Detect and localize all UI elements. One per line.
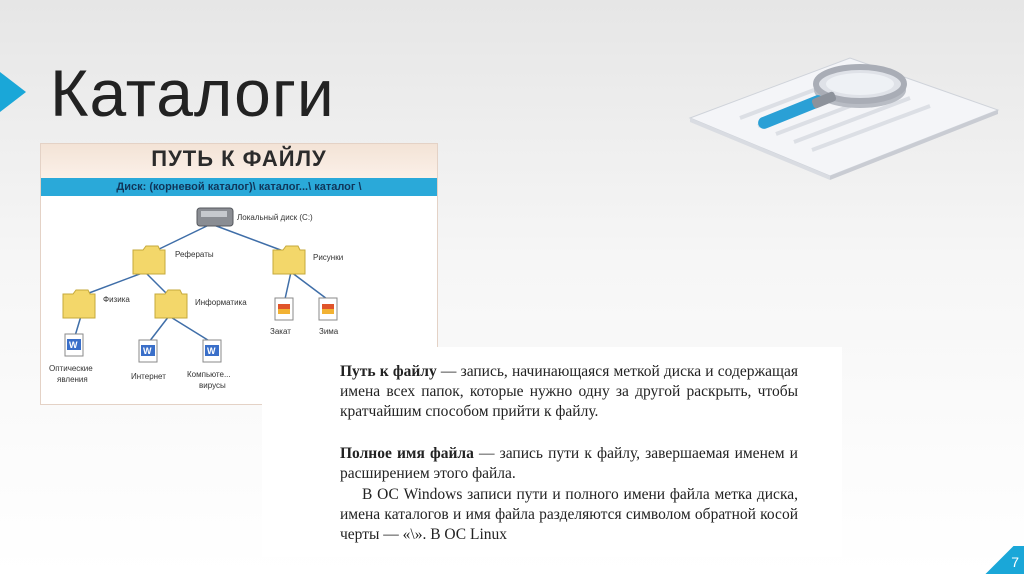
node-internet: Интернет: [131, 372, 166, 381]
image-file-icon: [275, 298, 293, 320]
document-file-icon: [139, 340, 157, 362]
svg-text:W: W: [69, 340, 78, 350]
node-zima: Зима: [319, 327, 339, 336]
paragraph-path-definition: [340, 362, 798, 423]
disk-icon: [197, 208, 233, 226]
svg-text:W: W: [207, 346, 216, 356]
node-opticheskie-line2: явления: [57, 375, 88, 384]
magnifier-document-illustration: [680, 40, 1000, 180]
path-template-bar: Диск: (корневой каталог)\ каталог...\ каталог \: [41, 178, 437, 196]
node-kompyuternye-line2: вирусы: [199, 381, 226, 390]
node-opticheskie-line1: Оптические: [49, 364, 93, 373]
paragraph-path-text: — запись, начинающаяся меткой диска и содержащая имена всех папок, которые нужно одну за другой раскрыть, чтобы кратчайшим способом прийти к файлу.: [340, 363, 799, 421]
document-file-icon: [203, 340, 221, 362]
diagram-heading: ПУТЬ К ФАЙЛУ: [151, 146, 327, 171]
svg-text:W: W: [143, 346, 152, 356]
folder-icon: [133, 246, 165, 274]
node-zakat: Закат: [270, 327, 291, 336]
node-informatika: Информатика: [195, 298, 247, 307]
title-marker: [0, 72, 26, 112]
slide-title: Каталоги: [50, 56, 335, 130]
image-file-icon: [319, 298, 337, 320]
folder-icon: [273, 246, 305, 274]
node-disk: Локальный диск (C:): [237, 213, 313, 222]
page-number-badge: [980, 546, 1024, 574]
folder-icon: [63, 290, 95, 318]
paragraph-fullname-definition: [340, 444, 798, 484]
term-fullname: Полное имя файла: [340, 445, 474, 462]
node-referaty: Рефераты: [175, 250, 214, 259]
node-fizika: Физика: [103, 295, 130, 304]
node-risunki: Рисунки: [313, 253, 344, 262]
document-file-icon: [65, 334, 83, 356]
textbook-excerpt: [262, 347, 842, 557]
term-path: Путь к файлу: [340, 363, 437, 380]
folder-icon: [155, 290, 187, 318]
node-kompyuternye-line1: Компьюте...: [187, 370, 231, 379]
page-number: 7: [1011, 554, 1019, 570]
paragraph-fullname-text: — запись пути к файлу, завершаемая именем и расширением этого файла.: [340, 445, 798, 483]
paragraph-windows-separator: В ОС Windows записи пути и полного имени файла метка диска, имена каталогов и имя файла разделяются символом обратной косой черты — «\». В ОС Linux: [340, 486, 798, 544]
